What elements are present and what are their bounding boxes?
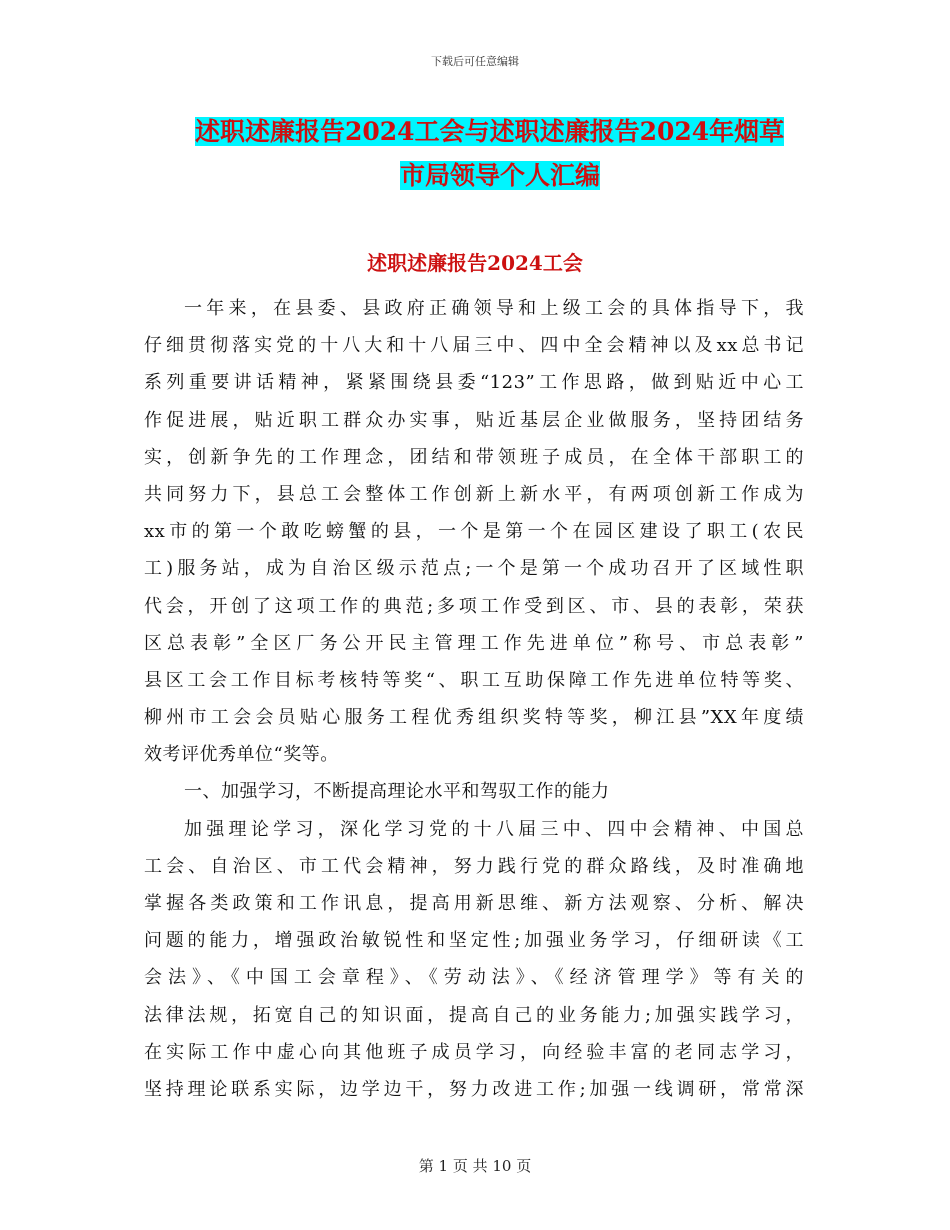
section-heading-1: 一、加强学习，不断提高理论水平和驾驭工作的能力: [184, 781, 610, 803]
paragraph-line: 掌握各类政策和工作讯息，提高用新思维、新方法观察、分析、解决: [144, 893, 804, 914]
page-number: 第 1 页 共 10 页: [418, 1157, 532, 1175]
paragraph-line: 一年来，在县委、县政府正确领导和上级工会的具体指导下，我: [184, 298, 804, 319]
paragraph-line: 县区工会工作目标考核特等奖“、职工互助保障工作先进单位特等奖、: [144, 669, 804, 691]
body-text: [144, 290, 804, 1108]
paragraph-line: 区总表彰”全区厂务公开民主管理工作先进单位”称号、市总表彰”: [144, 632, 804, 654]
title-line-2: 市局领导个人汇编: [399, 161, 600, 190]
paragraph-line: 坚持理论联系实际，边学边干，努力改进工作;加强一线调研，常常深: [144, 1078, 804, 1100]
paragraph-line: 问题的能力，增强政治敏锐性和坚定性;加强业务学习，仔细研读《工: [144, 930, 804, 952]
document-title: [195, 110, 805, 198]
paragraph-line: 加强理论学习，深化学习党的十八届三中、四中会精神、中国总: [184, 818, 804, 840]
paragraph-line: 工会、自治区、市工代会精神，努力践行党的群众路线，及时准确地: [144, 855, 804, 877]
paragraph-line: 共同努力下，县总工会整体工作创新上新水平，有两项创新工作成为: [144, 483, 804, 505]
paragraph-line: 效考评优秀单位“奖等。: [144, 744, 339, 766]
title-line-1: 述职述廉报告2024工会与述职述廉报告2024年烟草: [195, 117, 785, 146]
paragraph-line: 系列重要讲话精神，紧紧围绕县委“123”工作思路，做到贴近中心工: [144, 372, 804, 394]
paragraph-line: 实，创新争先的工作理念，团结和带领班子成员，在全体干部职工的: [144, 446, 804, 468]
paragraph-line: 会法》、《中国工会章程》、《劳动法》、《经济管理学》等有关的: [144, 967, 804, 989]
header-note: 下载后可任意编辑: [431, 55, 519, 68]
paragraph-line: 在实际工作中虚心向其他班子成员学习，向经验丰富的老同志学习，: [144, 1041, 804, 1063]
paragraph-line: 柳州市工会会员贴心服务工程优秀组织奖特等奖，柳江县”XX年度绩: [144, 707, 804, 729]
section-title: 述职述廉报告2024工会: [367, 251, 583, 275]
paragraph-line: 代会，开创了这项工作的典范;多项工作受到区、市、县的表彰，荣获: [144, 595, 804, 617]
paragraph-line: 法律法规，拓宽自己的知识面，提高自己的业务能力;加强实践学习，: [144, 1004, 804, 1026]
paragraph-line: 工)服务站，成为自治区级示范点;一个是第一个成功召开了区域性职: [144, 558, 804, 580]
paragraph-line: xx市的第一个敢吃螃蟹的县，一个是第一个在园区建设了职工(农民: [144, 521, 804, 543]
paragraph-line: 作促进展，贴近职工群众办实事，贴近基层企业做服务，坚持团结务: [144, 409, 804, 431]
paragraph-line: 仔细贯彻落实党的十八大和十八届三中、四中全会精神以及xx总书记: [144, 335, 804, 357]
